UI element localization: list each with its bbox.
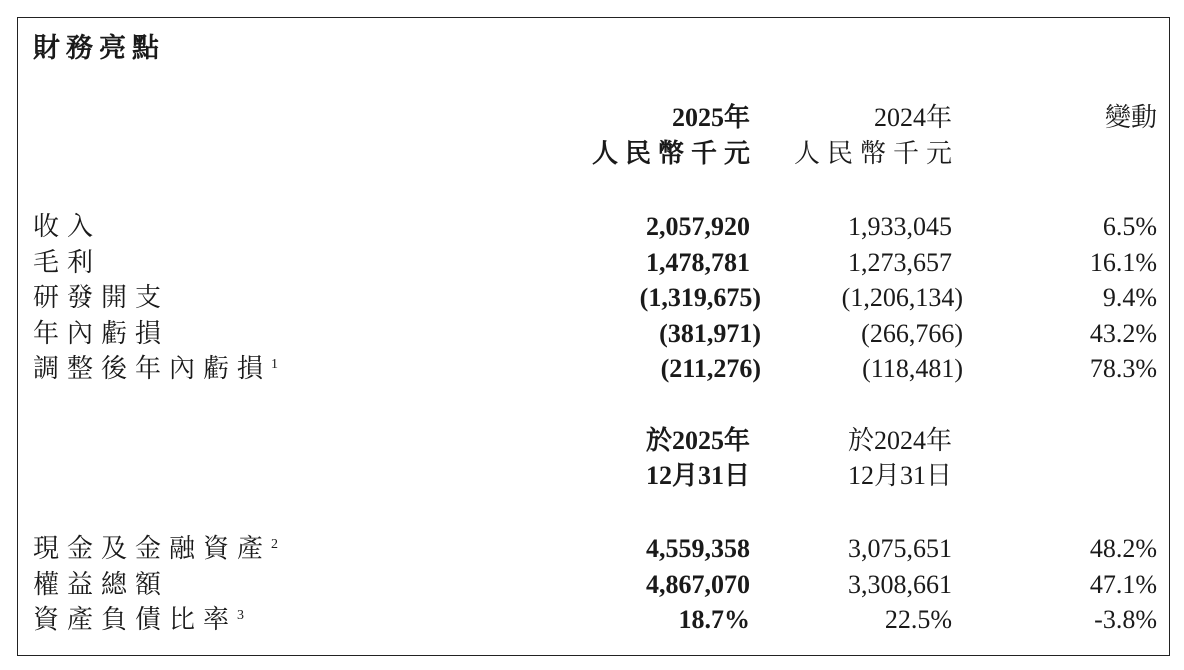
value-current-year: (381,971) [659, 318, 761, 348]
header2-2024-day: 12月31日 [847, 461, 952, 490]
row-label [33, 280, 169, 315]
row-label [33, 209, 101, 244]
row-label-text: 毛利 [33, 247, 102, 277]
value-current-year: (211,276) [660, 354, 761, 383]
row-label [33, 316, 169, 351]
row-label-text: 年內虧損 [33, 318, 170, 348]
table-row [0, 351, 1184, 386]
value-change: -3.8% [1094, 605, 1157, 634]
footnote-marker: 2 [271, 537, 279, 552]
value-change: 16.1% [1089, 247, 1157, 277]
value-change: 78.3% [1089, 354, 1157, 383]
value-prior-year: (118,481) [862, 354, 963, 383]
table-row [0, 531, 1184, 566]
value-change: 9.4% [1102, 283, 1157, 312]
row-label-text: 現金及金融資產 [33, 534, 272, 563]
value-current-year: 18.7% [678, 605, 750, 634]
header-2025-year: 2025年 [671, 103, 750, 132]
value-change: 48.2% [1089, 534, 1157, 563]
row-label [33, 531, 278, 566]
value-prior-year: (1,206,134) [841, 283, 963, 312]
header2-2025-date: 於2025年 [645, 426, 750, 455]
value-prior-year: 22.5% [884, 605, 952, 634]
row-label-text: 研發開支 [33, 283, 170, 312]
value-current-year: 2,057,920 [646, 212, 750, 241]
value-current-year: (1,319,675) [639, 283, 761, 312]
header2-2025-day: 12月31日 [645, 461, 750, 490]
row-label [33, 567, 169, 602]
value-prior-year: 1,273,657 [848, 247, 952, 277]
value-prior-year: 3,308,661 [848, 569, 952, 599]
value-prior-year: 1,933,045 [848, 212, 952, 241]
row-label-text: 調整後年內虧損 [33, 354, 272, 383]
row-label-text: 權益總額 [33, 569, 170, 599]
row-label [33, 351, 278, 386]
value-change: 43.2% [1089, 318, 1157, 348]
table-row [0, 567, 1184, 602]
footnote-marker: 1 [271, 357, 279, 372]
table-row [0, 602, 1184, 637]
row-label-text: 資產負債比率 [33, 605, 238, 634]
header-2025-unit: 人民幣千元 [591, 139, 757, 168]
row-label [33, 602, 244, 637]
value-change: 6.5% [1102, 212, 1157, 241]
header-2024-unit: 人民幣千元 [793, 139, 959, 168]
header-2024-year: 2024年 [873, 103, 952, 132]
value-current-year: 4,559,358 [646, 534, 750, 563]
row-label [33, 245, 101, 280]
value-prior-year: (266,766) [861, 318, 963, 348]
table-row [0, 280, 1184, 315]
footnote-marker: 3 [237, 608, 245, 623]
page-title: 財務亮點 [33, 33, 165, 63]
value-change: 47.1% [1089, 569, 1157, 599]
table-row [0, 316, 1184, 351]
table-row [0, 209, 1184, 244]
table-row [0, 245, 1184, 280]
header-change: 變動 [1104, 103, 1157, 132]
header2-2024-date: 於2024年 [847, 426, 952, 455]
value-current-year: 1,478,781 [646, 247, 750, 277]
row-label-text: 收入 [33, 212, 102, 241]
value-current-year: 4,867,070 [646, 569, 750, 599]
value-prior-year: 3,075,651 [848, 534, 952, 563]
